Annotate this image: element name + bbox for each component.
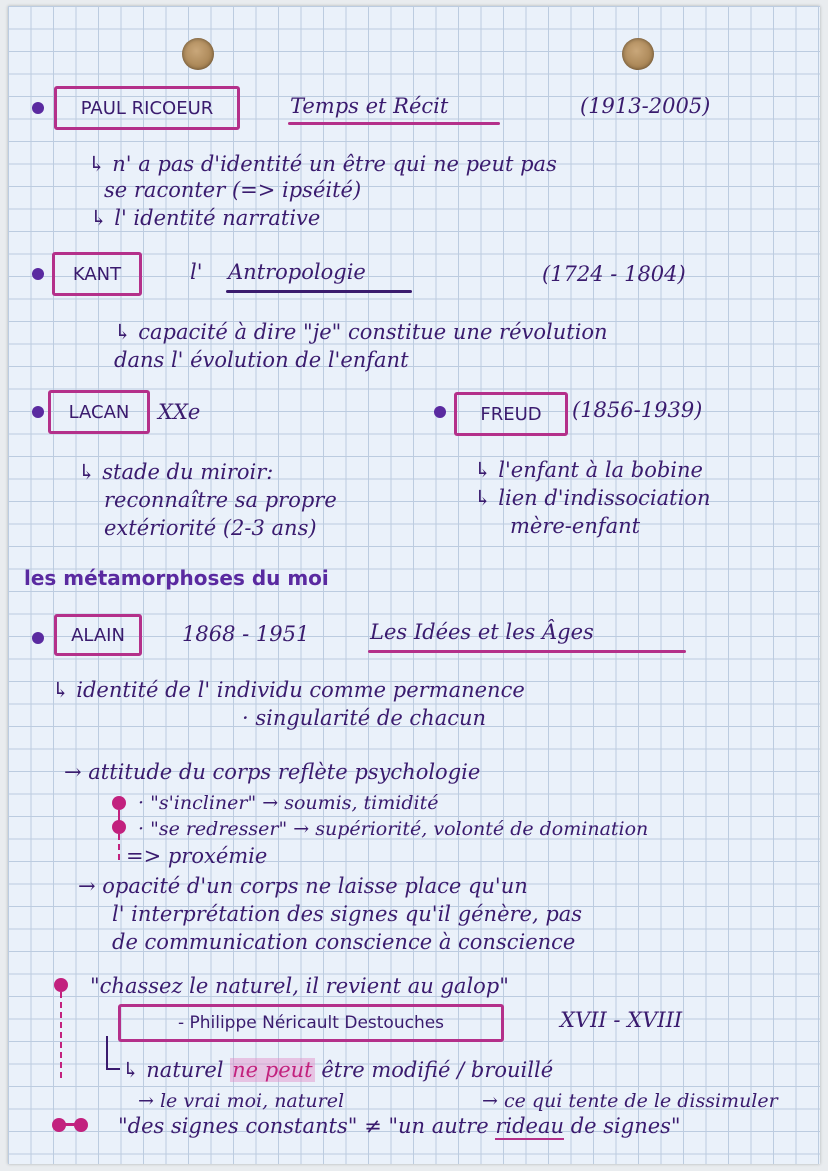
work-title-ricoeur: Temps et Récit	[290, 94, 449, 118]
work-title-alain: Les Idées et les Âges	[370, 620, 594, 644]
pin-connector	[60, 992, 62, 1078]
quote-note-3-b: de signes"	[570, 1114, 681, 1138]
note-lacan-1: ↳ stade du miroir:	[78, 460, 274, 484]
bullet-dot	[32, 632, 44, 644]
dates-kant: (1724 - 1804)	[542, 262, 686, 286]
pin-connector	[118, 834, 120, 860]
quote-note-3	[118, 1114, 681, 1138]
note-alain-4: · "s'incliner" → soumis, timidité	[138, 792, 439, 814]
note-alain-8: l' interprétation des signes qu'il génère, pas	[112, 902, 583, 926]
note-alain-2: · singularité de chacun	[242, 706, 487, 730]
note-ricoeur-3: ↳ l' identité narrative	[90, 206, 321, 230]
pin-marker	[112, 820, 126, 834]
work-prefix-kant: l'	[190, 260, 203, 284]
bullet-dot	[32, 102, 44, 114]
highlighted-text: ne peut	[232, 1058, 313, 1082]
quote-note-1-a: ↳ naturel	[122, 1058, 224, 1082]
author-box-lacan: LACAN	[48, 390, 150, 434]
bullet-dot	[32, 268, 44, 280]
quote-author-box: - Philippe Néricault Destouches	[118, 1004, 504, 1042]
note-freud-3: mère-enfant	[510, 514, 641, 538]
bullet-dot	[32, 406, 44, 418]
bullet-dot	[434, 406, 446, 418]
pin-marker	[112, 796, 126, 810]
work-title-kant: Antropologie	[228, 260, 366, 284]
quote-note-1	[122, 1058, 553, 1082]
author-box-kant: KANT	[52, 252, 142, 296]
quote-bracket	[106, 1036, 120, 1070]
note-alain-3: → attitude du corps reflète psychologie	[64, 760, 481, 784]
author-box-freud: FREUD	[454, 392, 568, 436]
quote-note-3-a: "des signes constants" ≠ "un autre	[118, 1114, 489, 1138]
underlined-word: rideau	[495, 1114, 565, 1138]
note-ricoeur-1: ↳ n' a pas d'identité un être qui ne peut pas	[88, 152, 557, 176]
section-title: les métamorphoses du moi	[24, 566, 329, 590]
note-kant-2: dans l' évolution de l'enfant	[114, 348, 409, 372]
work-underline-alain	[368, 650, 686, 653]
pin-marker	[54, 978, 68, 992]
quote-note-1-b: être modifié / brouillé	[321, 1058, 554, 1082]
binder-hole-left	[182, 38, 214, 70]
era-lacan: XXe	[158, 400, 201, 424]
note-freud-2: ↳ lien d'indissociation	[474, 486, 711, 510]
notebook-page	[8, 6, 820, 1164]
quote-note-2-right: → ce qui tente de le dissimuler	[482, 1090, 778, 1112]
note-lacan-2: reconnaître sa propre	[104, 488, 337, 512]
note-kant-1: ↳ capacité à dire "je" constitue une révolution	[114, 320, 608, 344]
pin-connector	[60, 1123, 80, 1126]
note-alain-1: ↳ identité de l' individu comme permanence	[52, 678, 525, 702]
dates-alain: 1868 - 1951	[182, 622, 310, 646]
note-freud-1: ↳ l'enfant à la bobine	[474, 458, 703, 482]
note-ricoeur-2: se raconter (=> ipséité)	[104, 178, 362, 202]
dates-freud: (1856-1939)	[572, 398, 703, 422]
note-lacan-3: extériorité (2-3 ans)	[104, 516, 317, 540]
dates-ricoeur: (1913-2005)	[580, 94, 711, 118]
work-underline-kant	[226, 290, 412, 293]
note-alain-5: · "se redresser" → supériorité, volonté de domination	[138, 818, 649, 840]
author-box-ricoeur: PAUL RICOEUR	[54, 86, 240, 130]
quote-text: "chassez le naturel, il revient au galop"	[90, 974, 509, 998]
note-alain-6: => proxémie	[126, 844, 268, 868]
binder-hole-right	[622, 38, 654, 70]
note-alain-7: → opacité d'un corps ne laisse place qu'un	[78, 874, 528, 898]
quote-century: XVII - XVIII	[560, 1008, 683, 1032]
note-alain-9: de communication conscience à conscience	[112, 930, 576, 954]
author-box-alain: ALAIN	[54, 614, 142, 656]
work-underline-ricoeur	[288, 122, 500, 125]
quote-note-2-left: → le vrai moi, naturel	[138, 1090, 345, 1112]
